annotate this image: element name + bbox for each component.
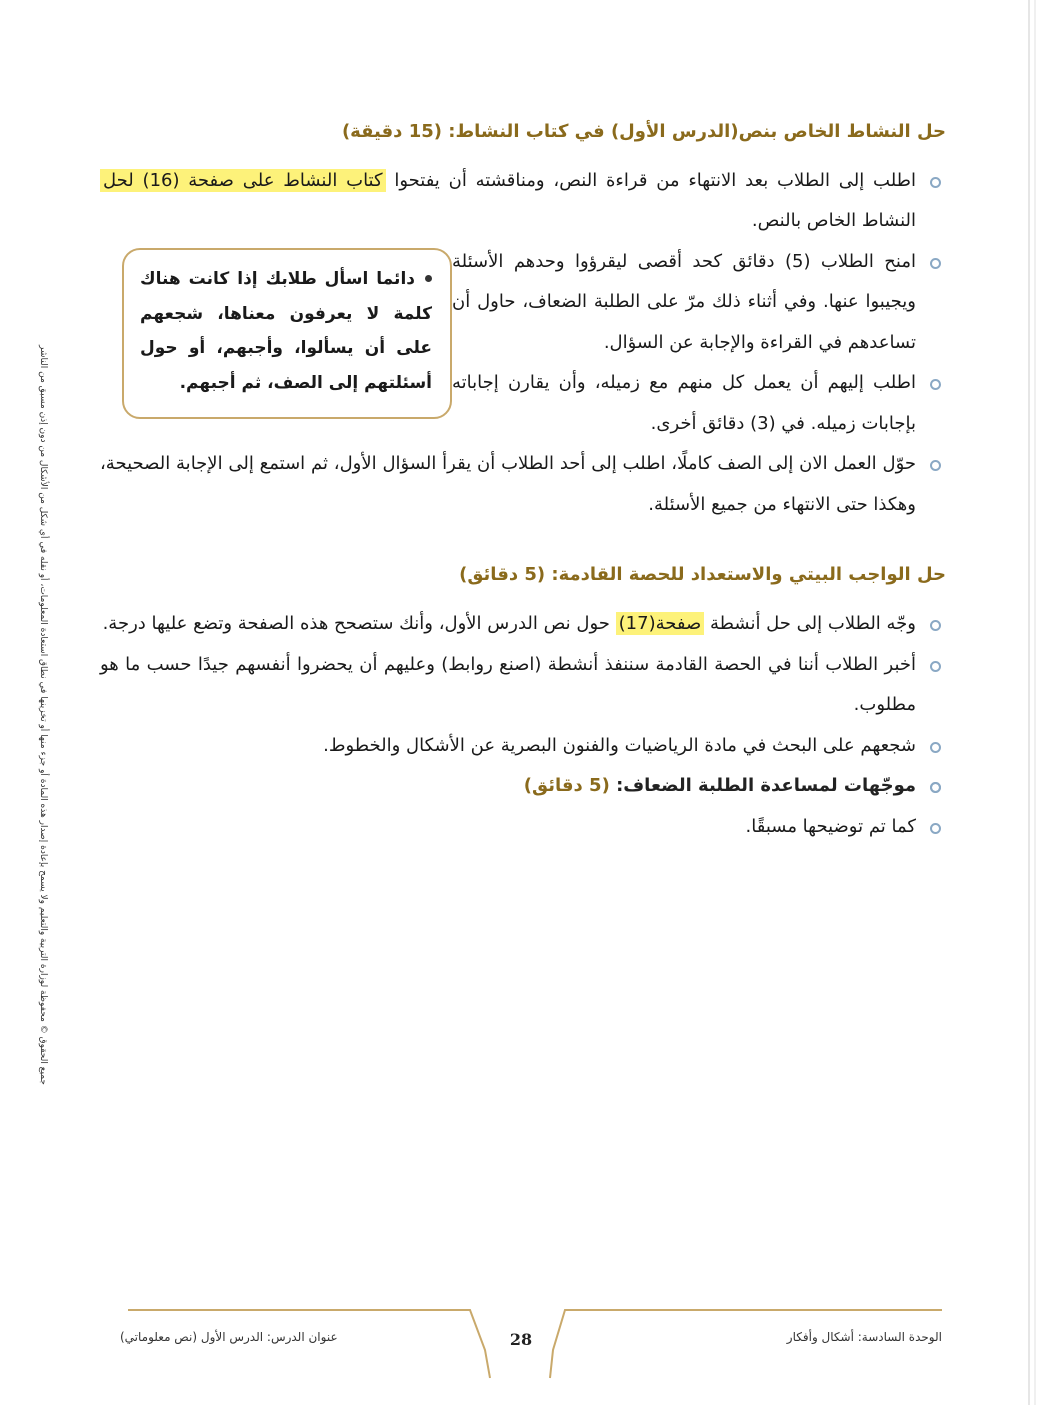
list-item: اطلب إليهم أن يعمل كل منهم مع زميله، وأن يقارن إجاباته بإجابات زميله. في (3) دقائق أخرى.	[100, 363, 946, 444]
list-item: حوّل العمل الان إلى الصف كاملًا، اطلب إلى أحد الطلاب أن يقرأ السؤال الأول، ثم استمع إلى الإجابة الصحيحة، وهكذا حتى الانتهاء من جميع الأسئلة.	[100, 444, 946, 525]
guidance-label: موجّهات لمساعدة الطلبة الضعاف:	[616, 775, 916, 797]
list-item-guidance	[100, 766, 946, 807]
section-title-homework: حل الواجب البيتي والاستعداد للحصة القادمة: (5 دقائق)	[459, 564, 946, 586]
item-text: النشاط الخاص بالنص.	[751, 210, 916, 232]
list-item: كما تم توضيحها مسبقًا.	[100, 807, 946, 848]
homework-list	[100, 604, 946, 847]
list-item: شجعهم على البحث في مادة الرياضيات والفنون البصرية عن الأشكال والخطوط.	[100, 726, 946, 767]
list-item: امنح الطلاب (5) دقائق كحد أقصى ليقرؤوا وحدهم الأسئلة ويجيبوا عنها. وفي أثناء ذلك مرّ على الطلبة الضعاف، حاول أن تساعدهم في القراءة والإجابة عن السؤال.	[100, 242, 946, 364]
page-number: 28	[509, 1330, 533, 1349]
page-content	[100, 118, 946, 847]
page-edge-inner	[1034, 0, 1036, 1405]
item-text: اطلب إلى الطلاب بعد الانتهاء من قراءة النص، ومناقشته أن يفتحوا	[385, 169, 916, 191]
item-text: وجّه الطلاب إلى حل أنشطة	[704, 613, 916, 635]
copyright-side-note	[26, 330, 60, 1100]
list-item: أخبر الطلاب أننا في الحصة القادمة سننفذ أنشطة (اصنع روابط) وعليهم أن يحضروا أنفسهم جيدًا حسب ما هو مطلوب.	[100, 645, 946, 726]
guidance-time: (5 دقائق)	[523, 775, 610, 797]
copyright-text: جميع الحقوق © محفوظة لوزارة التربية والتعليم ولا يسمح بإعادة إصدار هذه المادة أو جزء منها أو تخزينها في نطاق استعادة المعلومات، أو نقله في أي شكل من الأشكال من دون إذن مسبق من الناشر	[38, 345, 49, 1085]
list-item	[100, 604, 946, 645]
section-title-activity: حل النشاط الخاص بنص(الدرس الأول) في كتاب النشاط: (15 دقيقة)	[341, 121, 946, 142]
activity-list	[100, 161, 946, 526]
footer-lesson-title: عنوان الدرس: الدرس الأول (نص معلوماتي)	[120, 1330, 338, 1344]
item-text: حول نص الدرس الأول، وأنك ستصحح هذه الصفحة وتضع عليها درجة.	[102, 613, 616, 635]
footer-unit-title: الوحدة السادسة: أشكال وأفكار	[786, 1330, 942, 1344]
highlighted-text: كتاب النشاط على صفحة (16) لحل	[100, 169, 386, 192]
page-edge	[1028, 0, 1030, 1405]
page-footer	[0, 1290, 1042, 1400]
highlighted-text: صفحة(17)	[616, 612, 705, 635]
list-item	[100, 161, 946, 242]
callout-text: دائما اسأل طلابك إذا كانت هناك كلمة لا يعرفون معناها، شجعهم على أن يسألوا، وأجبهم، أو حول أسئلتهم إلى الصف، ثم أجبهم.	[140, 268, 432, 394]
